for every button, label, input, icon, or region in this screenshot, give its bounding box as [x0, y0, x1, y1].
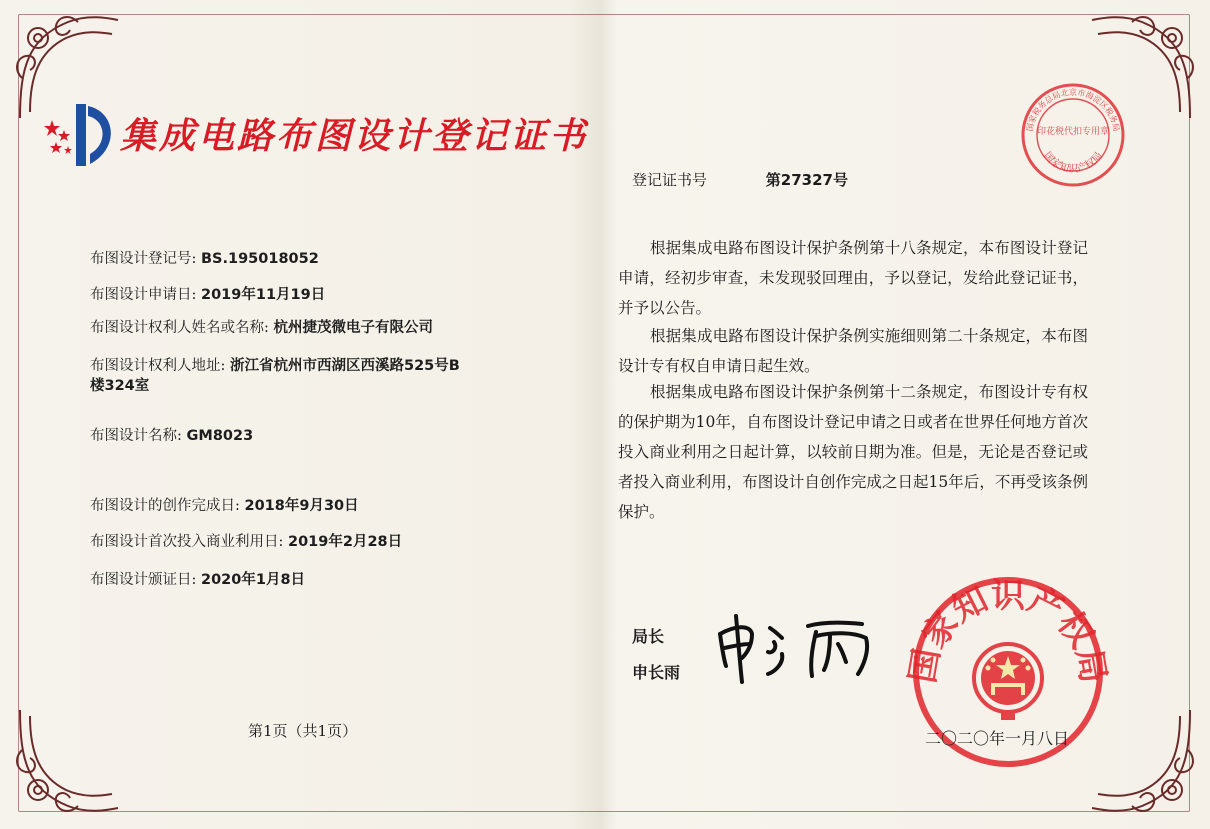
issue-date-label: 布图设计颁证日:	[90, 572, 197, 588]
corner-ornament-bottom-left	[8, 700, 128, 820]
svg-text:国家税务总局北京市海淀区税务局	[1025, 87, 1121, 132]
national-emblem-icon	[974, 644, 1042, 720]
paragraph-1: 根据集成电路布图设计保护条例第十八条规定，本布图设计登记申请，经初步审查，未发现驳回理由，予以登记，发给此登记证书，并予以公告。	[618, 239, 1088, 317]
cert-no-label: 登记证书号	[632, 171, 708, 189]
director-signature	[712, 608, 882, 692]
commercial-date-value: 2019年2月28日	[288, 534, 403, 550]
reg-no-label: 布图设计登记号:	[90, 251, 197, 267]
issue-date-value: 2020年1月8日	[201, 572, 306, 588]
owner-field	[90, 318, 470, 338]
stamp-bottom-text: 国家知识产权局	[1041, 150, 1105, 175]
tax-stamp-seal	[1018, 80, 1128, 194]
issue-date-field	[90, 568, 305, 589]
commercial-date-label: 布图设计首次投入商业利用日:	[90, 534, 284, 550]
creation-date-label: 布图设计的创作完成日:	[90, 498, 240, 514]
certificate-title: 集成电路布图设计登记证书	[120, 116, 589, 157]
paragraph-2: 根据集成电路布图设计保护条例实施细则第二十条规定，本布图设计专有权自申请日起生效。	[618, 327, 1088, 375]
director-name: 申长雨	[632, 663, 681, 682]
stamp-inner-text: 印花税代扣专用章	[1036, 127, 1110, 137]
stamp-outer-text: 国家税务总局北京市海淀区税务局	[1025, 88, 1121, 133]
owner-value: 杭州捷茂微电子有限公司	[273, 320, 433, 336]
reg-no-value: BS.195018052	[201, 251, 319, 267]
director-title: 局长	[632, 627, 665, 646]
issue-date-text: 二〇二〇年一月八日	[925, 729, 1070, 748]
apply-date-value: 2019年11月19日	[201, 287, 326, 303]
owner-label: 布图设计权利人姓名或名称:	[90, 320, 269, 336]
design-name-label: 布图设计名称:	[90, 428, 182, 444]
cert-no-field	[632, 169, 848, 190]
commercial-date-field	[90, 530, 402, 551]
address-field	[90, 356, 470, 396]
creation-date-field	[90, 494, 359, 515]
design-name-value: GM8023	[186, 428, 254, 444]
apply-date-field	[90, 283, 325, 304]
creation-date-value: 2018年9月30日	[244, 498, 359, 514]
cert-no-value: 第27327号	[765, 171, 848, 189]
page-number: 第1页（共1页）	[248, 722, 358, 740]
paragraph-3: 根据集成电路布图设计保护条例第十二条规定，布图设计专有权的保护期为10年，自布图设计登记申请之日或者在世界任何地方首次投入商业利用之日起计算，以较前日期为准。但是，无论是否登记或者投入商业利用，布图设计自创作完成之日起15年后，不再受该条例保护。	[618, 383, 1088, 521]
reg-no-field	[90, 247, 319, 268]
apply-date-label: 布图设计申请日:	[90, 287, 197, 303]
address-label: 布图设计权利人地址:	[90, 358, 226, 374]
ipo-logo-icon	[42, 100, 118, 174]
svg-text:国家知识产权局	[1041, 150, 1105, 175]
design-name-field	[90, 424, 253, 445]
address-value: 浙江省杭州市西湖区西溪路525号B楼324室	[90, 358, 460, 394]
seal-text: 国家知识产权局	[905, 576, 1111, 686]
